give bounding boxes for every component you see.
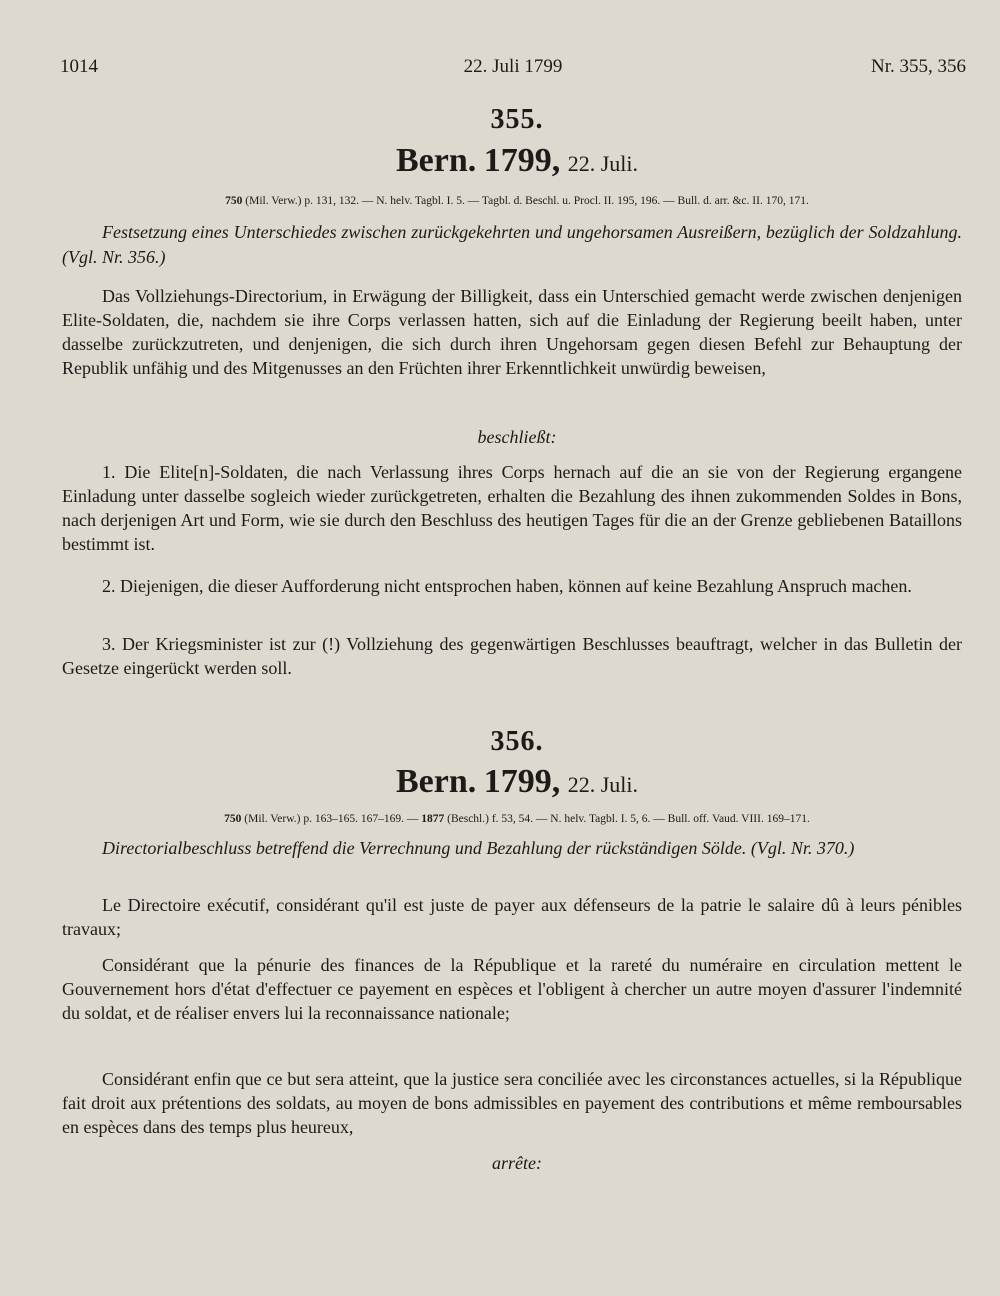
header-document-numbers: Nr. 355, 356 — [871, 56, 966, 77]
document-number-356: 356. — [490, 726, 544, 757]
date: 22. Juli. — [567, 772, 639, 797]
source-text-c: (Beschl.) f. 53, 54. — N. helv. Tagbl. I. 5, 6. — Bull. off. Vaud. VIII. 169–171. — [447, 813, 810, 825]
summary-text: Directorialbeschluss betreffend die Verrechnung und Bezahlung der rückständigen Sölde. (Vgl. Nr. 370.) — [102, 838, 855, 858]
header-date: 22. Juli 1799 — [463, 56, 563, 77]
year: 1799, — [483, 763, 561, 800]
page-number: 1014 — [60, 56, 98, 77]
source-lead: 750 — [225, 195, 243, 207]
source-references-355 — [0, 195, 1000, 207]
resolution-formula-356: arrête: — [492, 1153, 542, 1173]
article-text: 3. Der Kriegsminister ist zur (!) Vollziehung des gegenwärtigen Beschlusses beauftragt, welcher in das Bulletin der Gesetze eingerückt werden soll. — [62, 634, 962, 678]
paragraph-1 — [62, 893, 962, 941]
document-title-355 — [0, 142, 1000, 180]
summary-356 — [62, 836, 962, 861]
article-text: 1. Die Elite[n]-Soldaten, die nach Verlassung ihres Corps hernach auf die an sie von der Regierung ergangene Einladung unter dasselbe sogleich wieder zurückgetreten, erhalten die Bezahlung des ihnen zukommenden Soldes in Bons, nach derjenigen Art und Form, wie sie durch den Beschluss des heutigen Tages für die an der Grenze gebliebenen Bataillons bestimmt ist. — [62, 462, 962, 554]
paragraph-2 — [62, 953, 962, 1025]
source-text: (Mil. Verw.) p. 131, 132. — N. helv. Tagbl. I. 5. — Tagbl. d. Beschl. u. Procl. II. 195, 196. — Bull. d. arr. &c. II. 170, 171. — [245, 195, 809, 207]
preamble-text: Das Vollziehungs-Directorium, in Erwägung der Billigkeit, dass ein Unterschied gemacht werde zwischen denjenigen Elite-Soldaten, die, nachdem sie ihre Corps verlassen hatten, sich auf die Einladung der Regierung beeilt haben, unter dasselbe zurückzutreten, und denjenigen, die sich durch ihren Ungehorsam gegen diesen Befehl zur Behauptung der Republik unfähig und des Mitgenusses an den Früchten ihrer Erkenntlichkeit unwürdig beweisen, — [62, 286, 962, 378]
preamble-355 — [62, 284, 962, 380]
paragraph-text: Le Directoire exécutif, considérant qu'il est juste de payer aux défenseurs de la patrie le salaire dû à leurs pénibles travaux; — [62, 895, 962, 939]
date: 22. Juli. — [567, 151, 639, 176]
article-text: 2. Diejenigen, die dieser Aufforderung nicht entsprochen haben, können auf keine Bezahlung Anspruch machen. — [102, 576, 912, 596]
document-number-355: 355. — [490, 104, 544, 135]
source-lead-b: 1877 — [421, 813, 445, 825]
running-header — [60, 56, 966, 80]
paragraph-text: Considérant que la pénurie des finances de la République et la rareté du numéraire en circulation mettent le Gouvernement hors d'état d'effectuer ce payement en espèces et l'obligent à chercher un autre moyen d'assurer l'indemnité du soldat, et de réaliser envers lui la reconnaissance nationale; — [62, 955, 962, 1023]
document-title-356 — [0, 763, 1000, 801]
summary-355 — [62, 220, 962, 270]
article-3 — [62, 632, 962, 680]
place: Bern. — [395, 763, 477, 800]
source-lead: 750 — [224, 813, 242, 825]
source-text-a: (Mil. Verw.) p. 163–165. 167–169. — — [244, 813, 419, 825]
paragraph-3 — [62, 1067, 962, 1139]
place: Bern. — [395, 142, 477, 179]
resolution-formula-355: beschließt: — [477, 427, 557, 447]
summary-text: Festsetzung eines Unterschiedes zwischen zurückgekehrten und ungehorsamen Ausreißern, bezüglich der Soldzahlung. (Vgl. Nr. 356.) — [62, 222, 962, 267]
paragraph-text: Considérant enfin que ce but sera atteint, que la justice sera conciliée avec les circonstances actuelles, si la République fait droit aux prétentions des soldats, au moyen de bons admissibles en payement des contributions et même remboursables en espèces dans des temps plus heureux, — [62, 1069, 962, 1137]
article-2 — [62, 574, 962, 598]
article-1 — [62, 460, 962, 556]
year: 1799, — [483, 142, 561, 179]
source-references-356 — [0, 813, 1000, 825]
